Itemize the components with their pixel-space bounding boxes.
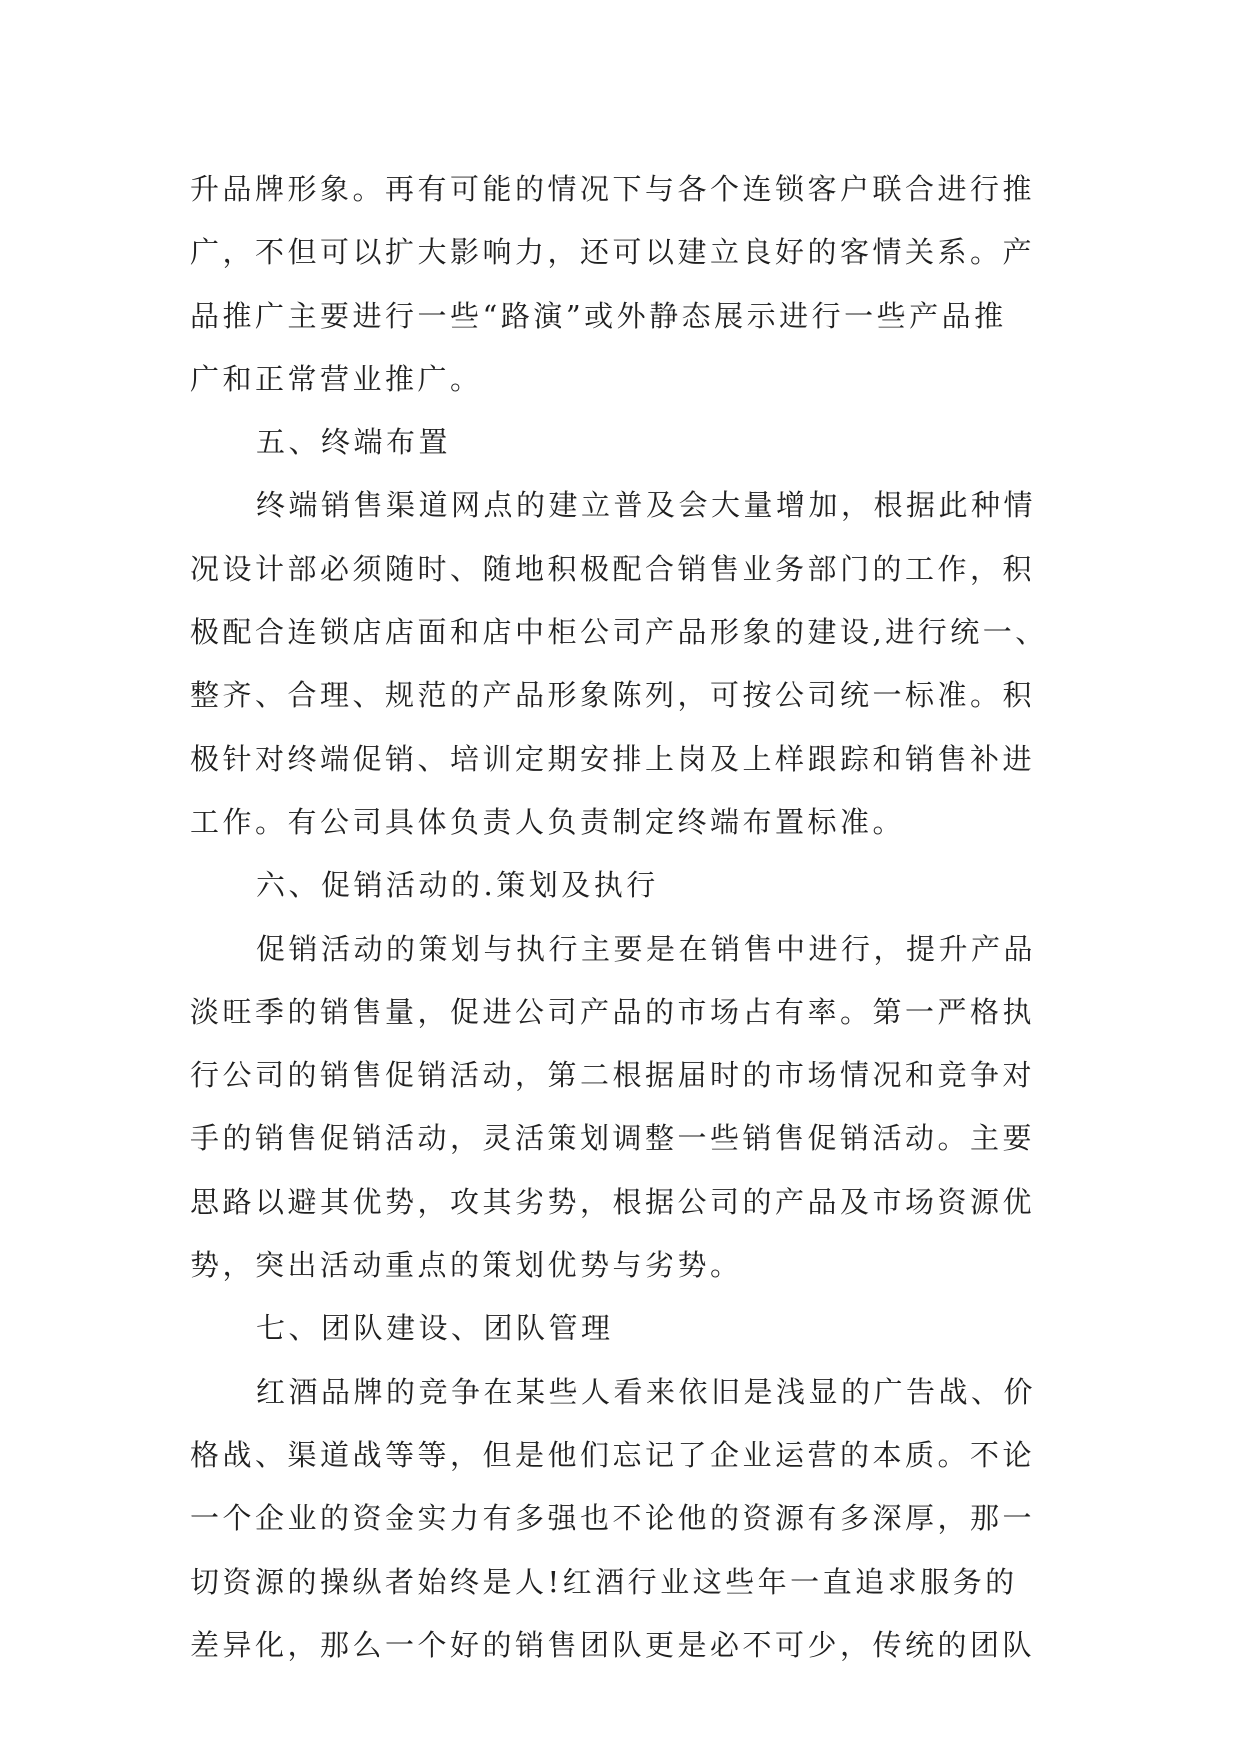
paragraph-line: 切资源的操纵者始终是人!红酒行业这些年一直追求服务的 — [190, 1564, 1018, 1599]
paragraph-line: 手的销售促销活动，灵活策划调整一些销售促销活动。主要 — [190, 1121, 1036, 1156]
paragraph-line: 促销活动的策划与执行主要是在销售中进行，提升产品 — [256, 931, 1037, 966]
paragraph-line: 极针对终端促销、培训定期安排上岗及上样跟踪和销售补进 — [190, 741, 1036, 776]
paragraph-line: 势，突出活动重点的策划优势与劣势。 — [190, 1248, 743, 1283]
paragraph-line: 格战、渠道战等等，但是他们忘记了企业运营的本质。不论 — [190, 1437, 1036, 1472]
section-heading: 五、终端布置 — [256, 425, 452, 460]
paragraph-line: 思路以避其优势，攻其劣势，根据公司的产品及市场资源优 — [190, 1184, 1036, 1219]
paragraph-line: 红酒品牌的竞争在某些人看来依旧是浅显的广告战、价 — [256, 1374, 1037, 1409]
paragraph-line: 广和正常营业推广。 — [190, 361, 483, 396]
section-heading: 六、促销活动的.策划及执行 — [256, 868, 659, 903]
paragraph-line: 整齐、合理、规范的产品形象陈列，可按公司统一标准。积 — [190, 678, 1036, 713]
paragraph-line: 淡旺季的销售量，促进公司产品的市场占有率。第一严格执 — [190, 994, 1036, 1029]
paragraph-line: 工作。有公司具体负责人负责制定终端布置标准。 — [190, 804, 906, 839]
paragraph-line: 广，不但可以扩大影响力，还可以建立良好的客情关系。产 — [190, 235, 1036, 270]
paragraph-line: 极配合连锁店店面和店中柜公司产品形象的建设,进行统一、 — [190, 615, 1048, 650]
paragraph-line: 一个企业的资金实力有多强也不论他的资源有多深厚，那一 — [190, 1501, 1036, 1536]
paragraph-line: 品推广主要进行一些“路演”或外静态展示进行一些产品推 — [190, 298, 1007, 333]
section-heading: 七、团队建设、团队管理 — [256, 1311, 614, 1346]
paragraph-line: 差异化，那么一个好的销售团队更是必不可少，传统的团队 — [190, 1627, 1036, 1662]
paragraph-line: 行公司的销售促销活动，第二根据届时的市场情况和竞争对 — [190, 1058, 1036, 1093]
document-body — [190, 158, 1052, 1677]
paragraph-line: 升品牌形象。再有可能的情况下与各个连锁客户联合进行推 — [190, 172, 1036, 206]
paragraph-line: 况设计部必须随时、随地积极配合销售业务部门的工作，积 — [190, 551, 1036, 586]
paragraph-line: 终端销售渠道网点的建立普及会大量增加，根据此种情 — [256, 488, 1037, 523]
